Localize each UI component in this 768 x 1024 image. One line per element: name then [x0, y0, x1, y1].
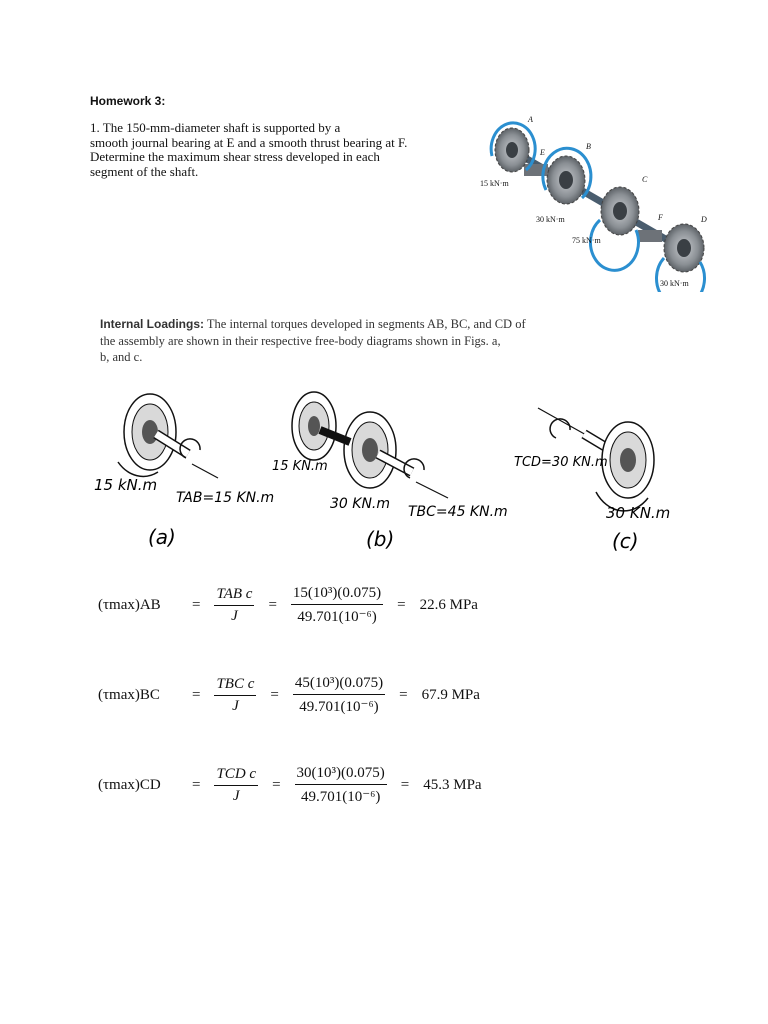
label-a: A	[528, 115, 533, 124]
problem-statement	[90, 121, 460, 179]
equation-lhs: (τmax)AB	[98, 596, 161, 613]
fbd-b	[272, 392, 508, 551]
problem-line: 1. The 150-mm-diameter shaft is supported by a	[90, 120, 341, 135]
page-title: Homework 3:	[90, 94, 166, 108]
numeric-fraction: $\frac{\text{45(10³)(0.075)}}{\text{49.701(10⁻⁶)}}$	[294, 674, 384, 715]
fbd-b-applied-bottom: 30 KN.m	[330, 496, 391, 512]
gear-b	[547, 156, 585, 204]
label-e: E	[540, 148, 545, 157]
equations	[98, 575, 482, 815]
fbd-b-internal: TBC=45 KN.m	[408, 504, 508, 520]
fbd-a	[94, 394, 274, 549]
label-b: B	[586, 142, 591, 151]
gear-d	[664, 224, 704, 272]
fbd-b-applied-top: 15 KN.m	[272, 459, 328, 474]
numeric-fraction: $\frac{\text{30(10³)(0.075)}}{\text{49.701(10⁻⁶)}}$	[296, 764, 385, 805]
problem-line: smooth journal bearing at E and a smooth thrust bearing at F.	[90, 134, 408, 150]
fbd-b-caption: (b)	[366, 527, 395, 551]
free-body-diagrams	[88, 380, 688, 560]
symbolic-fraction: $\frac{\text{TBC c}}{J}$	[216, 675, 255, 714]
torque-label-d: 30 kN·m	[660, 279, 689, 288]
gear-a	[495, 128, 529, 172]
equation-result: 22.6 MPa	[419, 596, 478, 613]
equation-row: (τmax)BC = $\frac{\text{TBC c}}{J}$ = $\frac{\text{45(10³)(0.075)}}{\text{49.701(10⁻⁶)}}$ = 67.9 MPa	[98, 674, 480, 715]
equation-row: (τmax)AB = $\frac{\text{TAB c}}{J}$ = $\frac{\text{15(10³)(0.075)}}{\text{49.701(10⁻⁶)}}$ = 22.6 MPa	[98, 584, 478, 625]
internal-loadings-text	[100, 316, 590, 366]
torque-label-b: 30 kN·m	[536, 215, 565, 224]
label-f: F	[658, 213, 663, 222]
problem-line: Determine the maximum shear stress developed in each	[90, 149, 380, 164]
fbd-c	[514, 408, 670, 553]
symbolic-fraction: $\frac{\text{TCD c}}{J}$	[216, 765, 257, 804]
internal-line: the assembly are shown in their respective free-body diagrams shown in Figs. a,	[100, 333, 501, 348]
equation-result: 67.9 MPa	[421, 686, 480, 703]
internal-line: Internal Loadings: The internal torques developed in segments AB, BC, and CD of	[100, 317, 526, 331]
equation-lhs: (τmax)BC	[98, 686, 160, 703]
equation-lhs: (τmax)CD	[98, 776, 161, 793]
gear-c	[601, 187, 639, 235]
numeric-fraction: $\frac{\text{15(10³)(0.075)}}{\text{49.701(10⁻⁶)}}$	[292, 584, 382, 625]
fbd-a-applied: 15 kN.m	[94, 476, 158, 494]
problem-line: segment of the shaft.	[90, 163, 199, 179]
internal-heading: Internal Loadings:	[100, 317, 205, 331]
bearing-f	[638, 230, 662, 242]
fbd-c-applied: 30 KN.m	[606, 504, 671, 522]
label-d: D	[701, 215, 707, 224]
equation-result: 45.3 MPa	[423, 776, 482, 793]
equation-row: (τmax)CD = $\frac{\text{TCD c}}{J}$ = $\frac{\text{30(10³)(0.075)}}{\text{49.701(10⁻⁶)}}$ = 45.3 MPa	[98, 764, 482, 805]
torque-label-c: 75 kN·m	[572, 236, 601, 245]
fbd-a-caption: (a)	[148, 525, 176, 549]
torque-label-a: 15 kN·m	[480, 179, 509, 188]
fbd-c-internal: TCD=30 KN.m	[514, 455, 608, 470]
label-c: C	[642, 175, 648, 184]
fbd-a-internal: TAB=15 KN.m	[176, 490, 275, 506]
internal-line: b, and c.	[100, 350, 143, 364]
symbolic-fraction: $\frac{\text{TAB c}}{J}$	[216, 585, 253, 624]
shaft-assembly-figure	[478, 112, 718, 292]
fbd-c-caption: (c)	[612, 529, 639, 553]
